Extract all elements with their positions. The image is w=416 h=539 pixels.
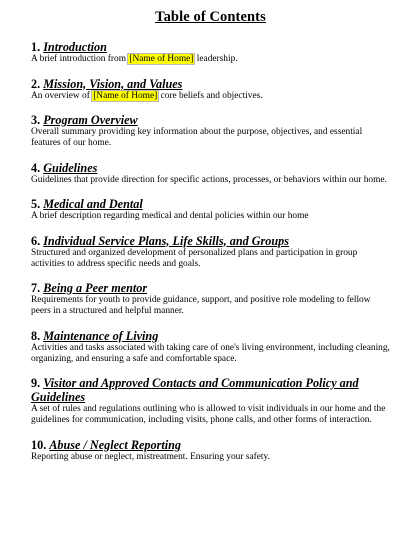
entry-description: A brief description regarding medical and dental policies within our home (31, 211, 309, 221)
toc-entry-maintenance (31, 329, 390, 365)
entry-description: Structured and organized development of personalized plans and participation in group activities to address specific needs and goals. (31, 247, 358, 269)
toc-entry-service-plans (31, 234, 390, 270)
entry-description (31, 54, 390, 65)
description-text: core beliefs and objectives. (158, 90, 263, 101)
entry-title-link[interactable]: Visitor and Approved Contacts and Communication Policy and Guidelines (31, 376, 359, 404)
entry-description: Reporting abuse or neglect, mistreatment. Ensuring your safety. (31, 451, 270, 462)
entry-description: Requirements for youth to provide guidance, support, and positive role modeling to fellow peers in a structured and helpful manner. (31, 295, 371, 316)
toc-heading (31, 438, 390, 452)
entry-number: 10. (31, 437, 47, 452)
description-text: leadership. (194, 54, 238, 64)
entry-title-link[interactable]: Individual Service Plans, Life Skills, and Groups (43, 233, 289, 248)
toc-heading (31, 376, 390, 404)
entry-description: A set of rules and regulations outlining who is allowed to visit individuals in our home and the guidelines for communication, including visits, phone calls, and other forms of interaction. (31, 404, 386, 425)
entry-title-link[interactable]: Introduction (43, 40, 107, 54)
toc-heading (31, 113, 390, 127)
toc-entry-medical-dental (31, 197, 390, 222)
toc-heading (31, 197, 390, 211)
entry-title-link[interactable]: Guidelines (43, 160, 98, 175)
page-title: Table of Contents (155, 9, 266, 25)
entry-number: 3. (31, 113, 41, 127)
description-text: A brief introduction from (31, 54, 129, 64)
entry-number: 4. (31, 160, 41, 175)
entry-title-link[interactable]: Mission, Vision, and Values (43, 76, 183, 91)
toc-heading (31, 329, 390, 343)
entry-number: 1. (31, 40, 41, 54)
entry-description (31, 91, 390, 102)
entry-title-link[interactable]: Abuse / Neglect Reporting (49, 437, 181, 452)
entry-description: Overall summary providing key information about the purpose, objectives, and essential features of our home. (31, 127, 363, 148)
toc-heading (31, 281, 390, 295)
entry-number: 7. (31, 281, 41, 295)
entry-number: 2. (31, 76, 41, 91)
entry-description: Guidelines that provide direction for specific actions, processes, or behaviors within our home. (31, 174, 387, 185)
toc-heading (31, 234, 390, 248)
entry-number: 9. (31, 376, 41, 390)
entry-title-link[interactable]: Program Overview (43, 113, 138, 127)
entry-number: 8. (31, 328, 41, 343)
toc-entry-guidelines (31, 161, 390, 186)
toc-entry-peer-mentor (31, 281, 390, 317)
highlighted-placeholder: [Name of Home] (129, 54, 194, 64)
entry-number: 5. (31, 197, 41, 211)
toc-entry-introduction (31, 40, 390, 65)
highlighted-placeholder: [Name of Home] (93, 90, 158, 101)
toc-heading (31, 161, 390, 175)
toc-heading (31, 40, 390, 54)
toc-entry-program-overview (31, 113, 390, 149)
entry-title-link[interactable]: Medical and Dental (43, 197, 143, 211)
toc-heading (31, 77, 390, 91)
entry-description: Activities and tasks associated with taking care of one's living environment, including cleaning, organizing, and ensuring a safe and comfortable space. (31, 342, 390, 364)
toc-entry-abuse-reporting (31, 438, 390, 463)
entry-title-link[interactable]: Maintenance of Living (43, 328, 159, 343)
entry-title-link[interactable]: Being a Peer mentor (43, 281, 148, 295)
entry-number: 6. (31, 233, 41, 248)
description-text: An overview of (31, 90, 93, 101)
toc-entry-visitor-contacts (31, 376, 390, 426)
toc-entry-mission (31, 77, 390, 102)
